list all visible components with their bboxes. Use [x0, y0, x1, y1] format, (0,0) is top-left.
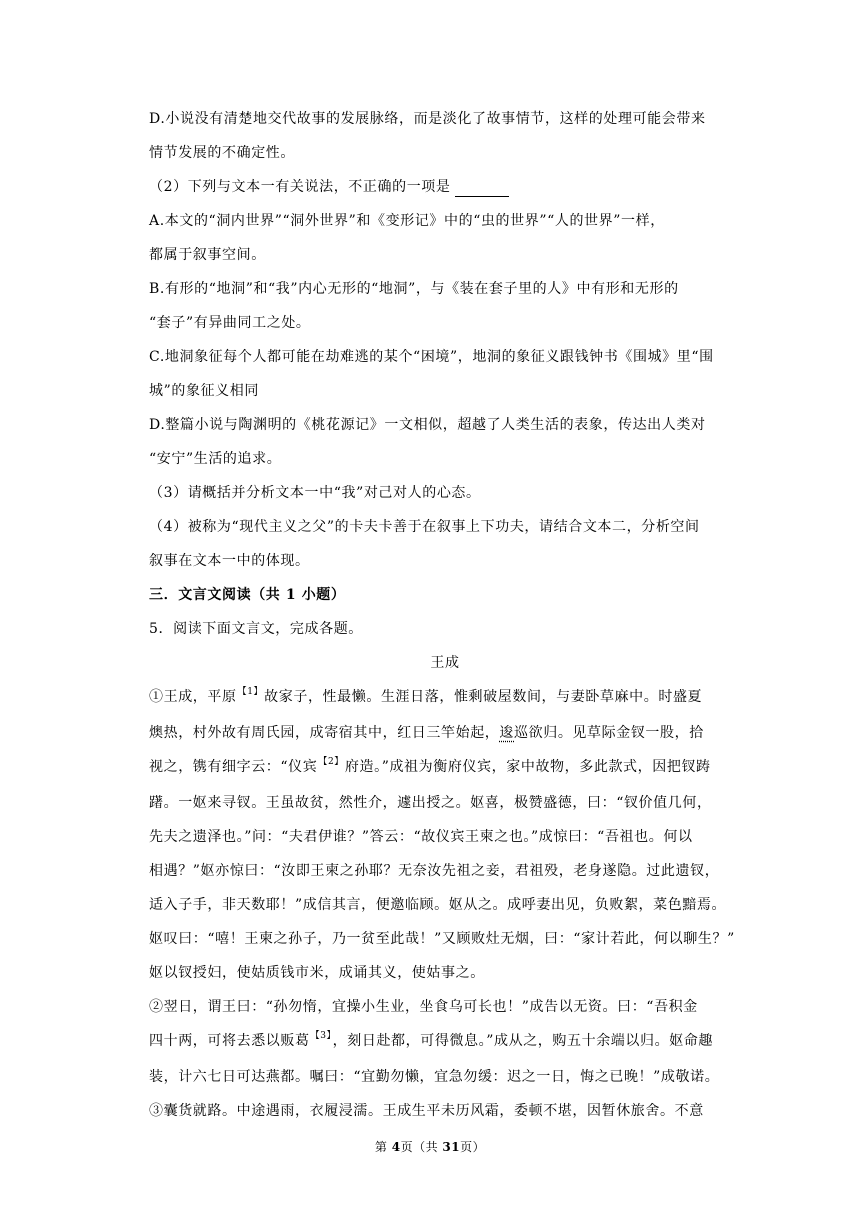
text-run: 巡欲归。见草际金钗一股，拾 — [514, 725, 704, 741]
page-footer — [0, 1138, 860, 1155]
text-run: 视之，镌有细字云：“仪宾 — [149, 759, 318, 775]
text-run: ，刻日赴都，可得微息。”成从之，购五十余端以归。妪命趣 — [332, 1033, 713, 1049]
text-run: 四十两，可将去悉以贩葛 — [149, 1033, 310, 1049]
question-2 — [149, 170, 741, 204]
passage-p2-line1: ②翌日，谓王曰：“孙勿惰，宜操小生业，坐食乌可长也！”成告以无资。曰：“吾积金 — [149, 999, 698, 1015]
option-a-line2: 都属于叙事空间。 — [149, 247, 266, 263]
option-b-line2: “套子”有异曲同工之处。 — [149, 315, 311, 331]
passage-p1-line3 — [149, 750, 741, 786]
passage-p1-line4: 躇。一妪来寻钗。王虽故贫，然性介，遽出授之。妪喜，极赞盛德，曰：“钗价值几何， — [149, 795, 712, 811]
option-b-line1: B.有形的“地洞”和“我”内心无形的“地洞”，与《装在套子里的人》中有形和无形的 — [149, 281, 679, 297]
page-content — [149, 102, 741, 1128]
passage-title: 王成 — [430, 655, 460, 671]
passage-p1-line5: 先夫之遗泽也。”问：“夫君伊谁？”答云：“故仪宾王柬之也。”成惊曰：“吾祖也。何以 — [149, 829, 693, 845]
current-page-number: 4 — [391, 1140, 401, 1154]
passage-p2-line2 — [149, 1024, 741, 1060]
option-d-q1-line2: 情节发展的不确定性。 — [149, 145, 295, 161]
passage-p1-line9: 妪以钗授妇，使姑质钱市米，成诵其义，使姑事之。 — [149, 965, 485, 981]
answer-blank — [455, 178, 509, 197]
question-4-line1: （4）被称为“现代主义之父”的卡夫卡善于在叙事上下功夫，请结合文本二，分析空间 — [149, 519, 700, 535]
footer-suffix: 页） — [460, 1140, 486, 1154]
footnote-marker-1: 【1】 — [237, 687, 264, 697]
footer-middle: 页（共 — [400, 1140, 443, 1154]
question-4-line2: 叙事在文本一中的体现。 — [149, 553, 310, 569]
footer-prefix: 第 — [374, 1140, 392, 1154]
footnote-marker-3: 【3】 — [310, 1031, 332, 1041]
text-run: 府造。”成祖为衡府仪宾，家中故物，多此款式，因把钗踌 — [344, 759, 711, 775]
passage-p1-line7: 适入子手，非天数耶！”成信其言，便邀临顾。妪从之。成呼妻出见，负败絮，菜色黯焉。 — [149, 897, 727, 913]
question-5-prompt: 5．阅读下面文言文，完成各题。 — [149, 621, 363, 637]
passage-p1-line2 — [149, 716, 741, 750]
passage-p1-line1 — [149, 680, 741, 716]
option-d-q1-line1: D.小说没有清楚地交代故事的发展脉络，而是淡化了故事情节，这样的处理可能会带来 — [149, 111, 706, 127]
option-c-line2: 城”的象征义相同 — [149, 383, 259, 399]
option-c-line1: C.地洞象征每个人都可能在劫难逃的某个“困境”，地洞的象征义跟钱钟书《围城》里“围 — [149, 349, 714, 365]
footnote-marker-2: 【2】 — [318, 757, 344, 767]
text-run: 故家子，性最懒。生涯日落，惟剩破屋数间，与妻卧草麻中。时盛夏 — [264, 689, 703, 705]
total-page-number: 31 — [442, 1140, 461, 1154]
text-run: ①王成，平原 — [149, 689, 237, 705]
text-run: 燠热，村外故有周氏园，成寄宿其中，红日三竿始起， — [149, 725, 500, 741]
section-heading: 三．文言文阅读（共 1 小题） — [149, 587, 346, 603]
option-d-line1: D.整篇小说与陶渊明的《桃花源记》一文相似，超越了人类生活的表象，传达出人类对 — [149, 417, 706, 433]
passage-p1-line6: 相遇？”妪亦惊曰：“汝即王柬之孙耶？无奈汝先祖之妾，君祖殁，老身遂隐。过此遗钗， — [149, 863, 720, 879]
passage-p3-line1: ③囊货就路。中途遇雨，衣履浸濡。王成生平未历风霜，委顿不堪，因暂休旅舍。不意 — [149, 1103, 704, 1119]
emphasized-char: 逡 — [499, 725, 515, 741]
question-3: （3）请概括并分析文本一中“我”对己对人的心态。 — [149, 485, 481, 501]
option-d-line2: “安宁”生活的追求。 — [149, 451, 282, 467]
passage-p2-line3: 装，计六七日可达燕都。嘱曰：“宜勤勿懒，宜急勿缓：迟之一日，悔之已晚！”成敬诺。 — [149, 1069, 720, 1085]
question-2-text: （2）下列与文本一有关说法，不正确的一项是 — [149, 179, 451, 195]
option-a-line1: A.本文的“洞内世界”“洞外世界”和《变形记》中的“虫的世界”“人的世界”一样， — [149, 213, 665, 229]
passage-p1-line8: 妪叹曰：“嘻！王柬之孙子，乃一贫至此哉！”又顾败灶无烟，曰：“家计若此，何以聊生？” — [149, 931, 735, 947]
